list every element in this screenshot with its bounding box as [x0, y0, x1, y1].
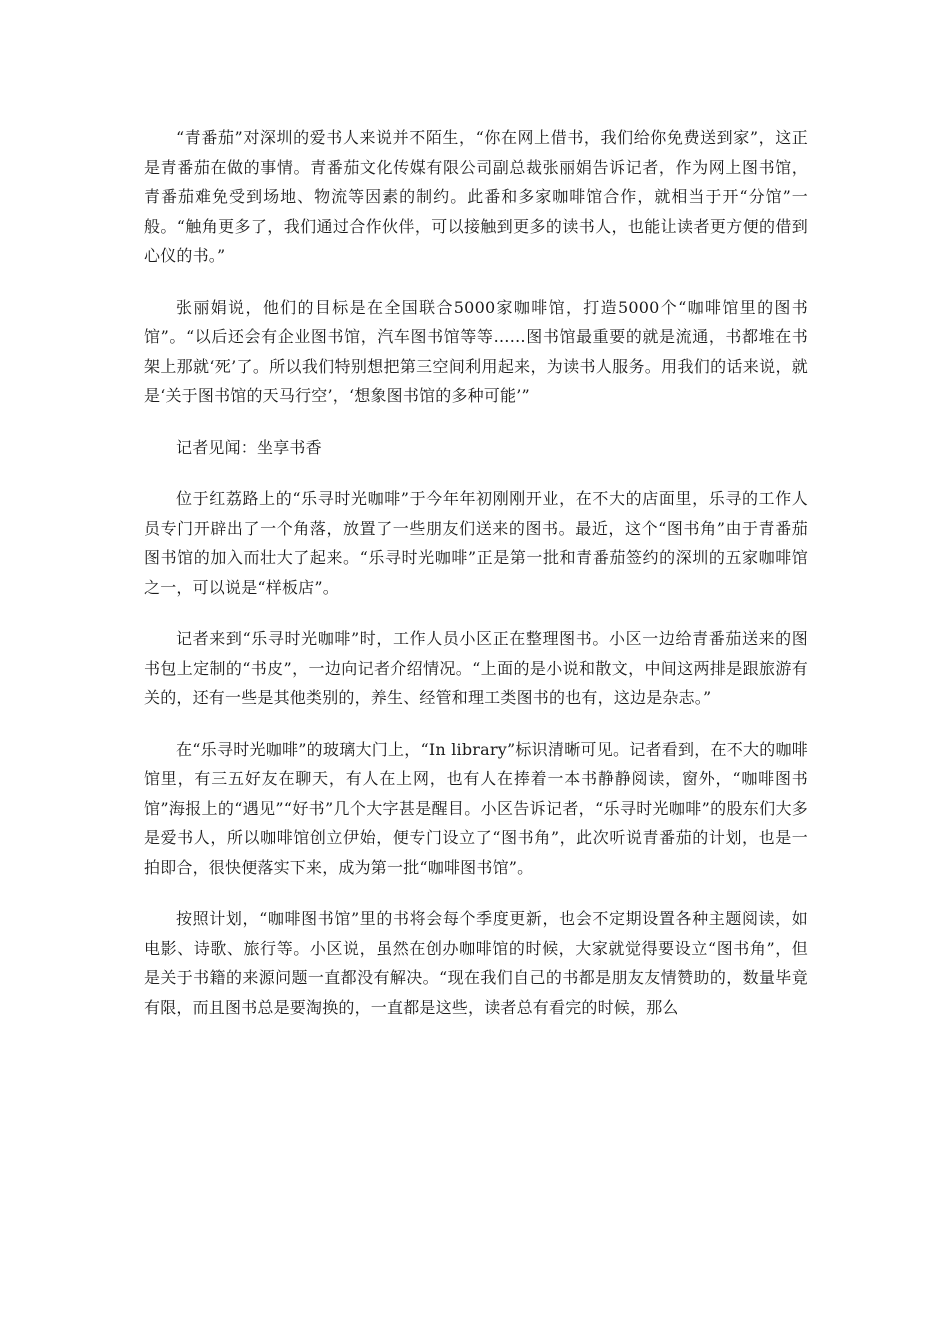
paragraph-location: 位于红荔路上的“乐寻时光咖啡”于今年年初刚刚开业，在不大的店面里，乐寻的工作人员专门开辟出了一个角落，放置了一些朋友们送来的图书。最近，这个“图书角”由于青番茄图书馆的加入而壮大了起来。“乐寻时光咖啡”正是第一批和青番茄签约的深圳的五家咖啡馆之一，可以说是“样板店”。 — [144, 489, 808, 597]
article-body — [144, 123, 808, 1044]
paragraph-goal: 张丽娟说，他们的目标是在全国联合5000家咖啡馆，打造5000个“咖啡馆里的图书馆”。“以后还会有企业图书馆，汽车图书馆等等……图书馆最重要的就是流通，书都堆在书架上那就‘死’了。所以我们特别想把第三空间利用起来，为读书人服务。用我们的话来说，就是‘关于图书馆的天马行空’，‘想象图书馆的多种可能’” — [144, 297, 808, 405]
paragraph-visit: 记者来到“乐寻时光咖啡”时，工作人员小区正在整理图书。小区一边给青番茄送来的图书包上定制的“书皮”，一边向记者介绍情况。“上面的是小说和散文，中间这两排是跟旅游有关的，还有一些是其他类别的，养生、经管和理工类图书的也有，这边是杂志。” — [144, 629, 808, 707]
paragraph-intro: “青番茄”对深圳的爱书人来说并不陌生，“你在网上借书，我们给你免费送到家”，这正是青番茄在做的事情。青番茄文化传媒有限公司副总裁张丽娟告诉记者，作为网上图书馆，青番茄难免受到场地、物流等因素的制约。此番和多家咖啡馆合作，就相当于开“分馆”一般。“触角更多了，我们通过合作伙伴，可以接触到更多的读书人，也能让读者更方便的借到心仪的书。” — [144, 128, 808, 265]
section-heading: 记者见闻：坐享书香 — [176, 437, 322, 457]
paragraph-plan: 按照计划，“咖啡图书馆”里的书将会每个季度更新，也会不定期设置各种主题阅读，如电影、诗歌、旅行等。小区说，虽然在创办咖啡馆的时候，大家就觉得要设立“图书角”，但是关于书籍的来源问题一直都没有解决。“现在我们自己的书都是朋友友情赞助的，数量毕竟有限，而且图书总是要淘换的，一直都是这些，读者总有看完的时候，那么 — [144, 909, 808, 1017]
paragraph-door: 在“乐寻时光咖啡”的玻璃大门上，“In library”标识清晰可见。记者看到，在不大的咖啡馆里，有三五好友在聊天，有人在上网，也有人在捧着一本书静静阅读，窗外，“咖啡图书馆”海报上的“遇见”“好书”几个大字甚是醒目。小区告诉记者，“乐寻时光咖啡”的股东们大多是爱书人，所以咖啡馆创立伊始，便专门设立了“图书角”，此次听说青番茄的计划，也是一拍即合，很快便落实下来，成为第一批“咖啡图书馆”。 — [144, 739, 808, 877]
